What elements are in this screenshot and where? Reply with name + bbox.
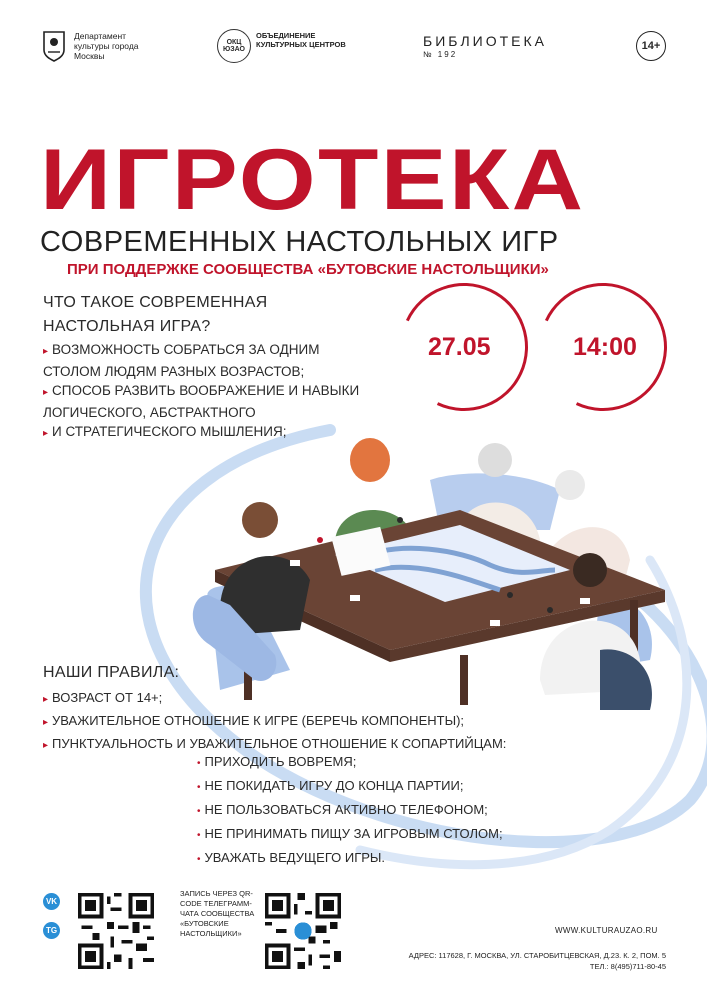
bullet-triangle-icon: • (197, 830, 201, 841)
list-item-text: ПУНКТУАЛЬНОСТЬ И УВАЖИТЕЛЬНОЕ ОТНОШЕНИЕ К СОПАРТИЙЦАМ: (52, 736, 507, 751)
list-item (197, 799, 597, 823)
address-block (356, 950, 666, 972)
rules-list (43, 687, 563, 756)
list-item-text: ВОЗМОЖНОСТЬ СОБРАТЬСЯ ЗА ОДНИМ СТОЛОМ ЛЮДЯМ РАЗНЫХ ВОЗРАСТОВ; (43, 342, 320, 379)
event-time: 14:00 (573, 333, 637, 361)
rules-heading: НАШИ ПРАВИЛА: (43, 664, 180, 681)
okc-text: ОБЪЕДИНЕНИЕ КУЛЬТУРНЫХ ЦЕНТРОВ (256, 31, 346, 49)
moscow-coat-of-arms-icon (42, 30, 66, 62)
list-item-text: УВАЖИТЕЛЬНОЕ ОТНОШЕНИЕ К ИГРЕ (БЕРЕЧЬ КОМПОНЕНТЫ); (52, 713, 465, 728)
bullet-triangle-icon: ▸ (43, 387, 49, 398)
okc-logo (217, 29, 251, 63)
subtitle: СОВРЕМЕННЫХ НАСТОЛЬНЫХ ИГР (40, 226, 559, 258)
list-item (197, 847, 597, 871)
rules-sub-list (197, 751, 597, 871)
list-item (197, 775, 597, 799)
support-line: ПРИ ПОДДЕРЖКЕ СООБЩЕСТВА «БУТОВСКИЕ НАСТОЛЬЩИКИ» (67, 261, 549, 278)
list-item-text: ВОЗРАСТ ОТ 14+; (52, 690, 163, 705)
signup-note: ЗАПИСЬ ЧЕРЕЗ QR-CODE ТЕЛЕГРАММ-ЧАТА СООБЩЕСТВА «БУТОВСКИЕ НАСТОЛЬЩИКИ» (180, 889, 255, 938)
qr-code-website[interactable] (78, 893, 154, 969)
bullet-triangle-icon: ▸ (43, 740, 49, 751)
address-text: АДРЕС: 117628, Г. МОСКВА, УЛ. СТАРОБИТЦЕВСКАЯ, Д.23. К. 2, ПОМ. 5 (408, 951, 666, 960)
list-item-text: ПРИХОДИТЬ ВОВРЕМЯ; (204, 754, 357, 769)
list-item-text: НЕ ПОКИДАТЬ ИГРУ ДО КОНЦА ПАРТИИ; (204, 778, 464, 793)
vk-icon[interactable]: VK (43, 893, 60, 910)
bullet-triangle-icon: ▸ (43, 694, 49, 705)
bullet-triangle-icon: • (197, 758, 201, 769)
age-rating-badge: 14+ (636, 31, 666, 61)
okc-badge-text: ОКЦ ЮЗАО (222, 39, 245, 53)
library-title: БИБЛИОТЕКА (423, 33, 547, 49)
bullet-triangle-icon: ▸ (43, 717, 49, 728)
bullet-triangle-icon: • (197, 806, 201, 817)
page-title: ИГРОТЕКА (40, 132, 586, 228)
telegram-icon[interactable]: TG (43, 922, 60, 939)
list-item (43, 340, 363, 381)
list-item-text: И СТРАТЕГИЧЕСКОГО МЫШЛЕНИЯ; (52, 424, 287, 439)
website-link[interactable]: WWW.KULTURAUZAO.RU (555, 926, 658, 935)
list-item (43, 710, 563, 733)
list-item-text: НЕ ПОЛЬЗОВАТЬСЯ АКТИВНО ТЕЛЕФОНОМ; (204, 802, 488, 817)
bullet-triangle-icon: ▸ (43, 428, 49, 439)
list-item (43, 381, 363, 422)
department-text: Департамент культуры города Москвы (74, 31, 139, 61)
library-number: № 192 (423, 50, 458, 59)
about-heading: ЧТО ТАКОЕ СОВРЕМЕННАЯ НАСТОЛЬНАЯ ИГРА? (43, 294, 268, 335)
list-item-text: СПОСОБ РАЗВИТЬ ВООБРАЖЕНИЕ И НАВЫКИ ЛОГИЧЕСКОГО, АБСТРАКТНОГО (43, 383, 360, 420)
list-item (197, 751, 597, 775)
phone-text: ТЕЛ.: 8(495)711-80-45 (589, 962, 666, 971)
qr-code-telegram-chat[interactable] (265, 893, 341, 969)
bullet-triangle-icon: ▸ (43, 346, 49, 357)
list-item (43, 687, 563, 710)
list-item-text: НЕ ПРИНИМАТЬ ПИЩУ ЗА ИГРОВЫМ СТОЛОМ; (204, 826, 503, 841)
bullet-triangle-icon: • (197, 854, 201, 865)
bullet-triangle-icon: • (197, 782, 201, 793)
event-date: 27.05 (428, 333, 491, 361)
list-item (197, 823, 597, 847)
list-item-text: УВАЖАТЬ ВЕДУЩЕГО ИГРЫ. (204, 850, 386, 865)
